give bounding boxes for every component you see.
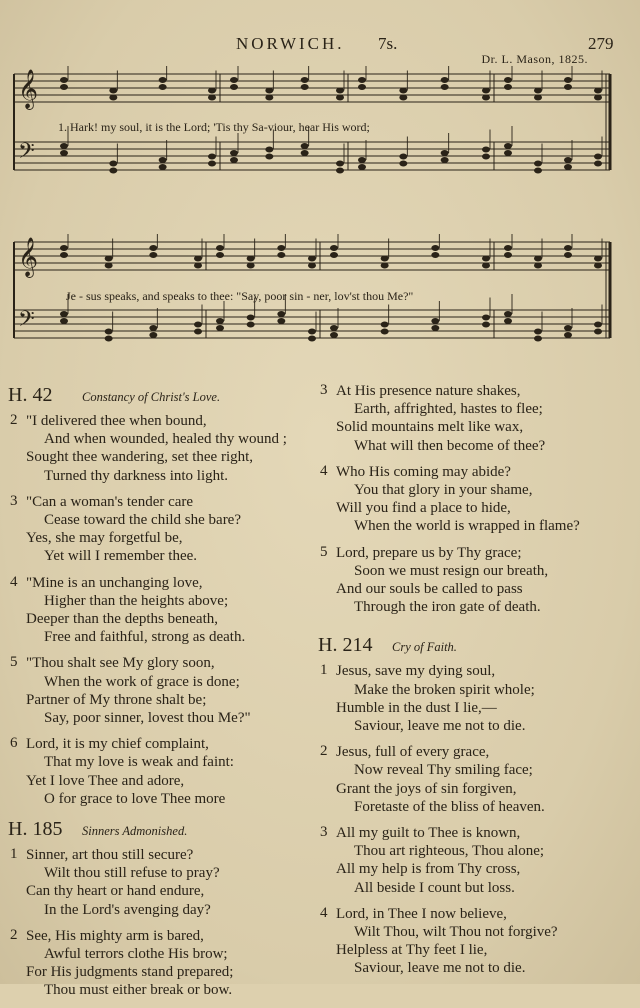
verse-line: Higher than the heights above; <box>44 592 229 609</box>
note-head <box>482 88 490 94</box>
note-head <box>149 332 157 338</box>
meter: 7s. <box>378 34 398 53</box>
note-head <box>105 336 113 342</box>
note-head <box>330 252 338 258</box>
note-head <box>109 168 117 174</box>
note-head <box>399 154 407 160</box>
verse-line: Who His coming may abide? <box>336 463 511 480</box>
verse-number: 6 <box>10 735 18 752</box>
verse-line: Yet will I remember thee. <box>44 548 198 565</box>
note-head <box>431 245 439 251</box>
note-head <box>230 150 238 156</box>
verse-line: Jesus, save my dying soul, <box>336 663 496 680</box>
note-head <box>336 95 344 101</box>
verse-line: You that glory in your shame, <box>354 482 533 499</box>
verse-line: Thou must either break or bow. <box>44 982 233 999</box>
verse-line: When the world is wrapped in flame? <box>354 518 580 535</box>
verse-line: Earth, affrighted, hastes to flee; <box>354 401 543 418</box>
note-head <box>60 318 68 324</box>
stanza <box>8 927 308 1000</box>
verse-line: Sought thee wandering, set thee right, <box>26 449 254 466</box>
verse-number: 4 <box>320 462 328 479</box>
verse-line: Through the iron gate of death. <box>354 599 541 616</box>
verse-line: Yet I love Thee and adore, <box>26 772 185 789</box>
verse-line: Wilt Thou, wilt Thou not forgive? <box>354 924 558 941</box>
note-head <box>60 77 68 83</box>
verse-line: O for grace to love Thee more <box>44 790 226 807</box>
note-head <box>230 157 238 163</box>
verse-number: 1 <box>320 662 328 679</box>
note-head <box>194 256 202 262</box>
note-head <box>194 322 202 328</box>
note-head <box>504 150 512 156</box>
note-head <box>564 164 572 170</box>
note-head <box>358 77 366 83</box>
verse-line: Wilt thou still refuse to pray? <box>44 865 220 882</box>
note-head <box>564 77 572 83</box>
treble-clef: 𝄞 <box>18 69 39 109</box>
note-head <box>504 318 512 324</box>
note-head <box>534 263 542 269</box>
verse-line: "Thou shalt see My glory soon, <box>26 655 215 672</box>
note-head <box>381 329 389 335</box>
note-head <box>564 245 572 251</box>
stanza <box>318 463 618 536</box>
note-head <box>482 256 490 262</box>
hymn-heading <box>318 632 618 662</box>
verse-line: And our souls be called to pass <box>336 581 523 598</box>
bass-clef: 𝄢 <box>18 307 35 337</box>
note-head <box>208 161 216 167</box>
note-head <box>330 245 338 251</box>
hymn-title: Cry of Faith. <box>392 640 457 655</box>
note-head <box>60 150 68 156</box>
note-head <box>330 332 338 338</box>
note-head <box>482 154 490 160</box>
verse-line: "I delivered thee when bound, <box>26 413 207 429</box>
verse-line: Lord, in Thee I now believe, <box>336 905 507 922</box>
note-head <box>230 84 238 90</box>
note-head <box>216 325 224 331</box>
composer-credit: Dr. L. Mason, 1825. <box>481 52 588 66</box>
hymn-title: Sinners Admonished. <box>82 824 188 839</box>
verse-line: Humble in the dust I lie,— <box>336 699 497 716</box>
note-head <box>265 88 273 94</box>
verse-line: Free and faithful, strong as death. <box>44 629 246 646</box>
note-head <box>504 77 512 83</box>
note-head <box>247 322 255 328</box>
note-head <box>482 263 490 269</box>
verse-line: At His presence nature shakes, <box>336 383 521 399</box>
verse-line: "Can a woman's tender care <box>26 493 194 510</box>
note-head <box>504 143 512 149</box>
note-head <box>431 318 439 324</box>
note-head <box>265 95 273 101</box>
note-head <box>534 95 542 101</box>
stanza <box>318 824 618 897</box>
note-head <box>109 95 117 101</box>
note-head <box>504 245 512 251</box>
verse-line: That my love is weak and faint: <box>44 754 234 771</box>
verse-line: Cease toward the child she bare? <box>44 512 241 529</box>
verse-number: 4 <box>320 904 328 921</box>
note-head <box>265 147 273 153</box>
note-head <box>216 252 224 258</box>
verse-line: Helpless at Thy feet I lie, <box>336 942 488 959</box>
hymn-number: H. 185 <box>8 818 63 841</box>
note-head <box>594 88 602 94</box>
note-head <box>208 95 216 101</box>
verse-line: Grant the joys of sin forgiven, <box>336 780 517 797</box>
note-head <box>308 256 316 262</box>
note-head <box>247 263 255 269</box>
verse-line: Foretaste of the bliss of heaven. <box>354 798 545 815</box>
verse-number: 3 <box>320 824 328 841</box>
verse-line: Soon we must resign our breath, <box>354 562 549 579</box>
verse-line: Make the broken spirit whole; <box>354 681 535 698</box>
verse-line: When the work of grace is done; <box>44 673 240 690</box>
note-head <box>216 245 224 251</box>
verse-number: 3 <box>320 382 328 398</box>
note-head <box>381 256 389 262</box>
note-head <box>594 263 602 269</box>
hymn-title: Constancy of Christ's Love. <box>82 390 221 404</box>
note-head <box>534 88 542 94</box>
note-head <box>301 77 309 83</box>
verse-line: "Mine is an unchanging love, <box>26 574 203 591</box>
note-head <box>149 252 157 258</box>
note-head <box>105 256 113 262</box>
verse-number: 3 <box>10 492 18 509</box>
note-head <box>381 322 389 328</box>
note-head <box>301 143 309 149</box>
note-head <box>159 164 167 170</box>
verse-number: 5 <box>320 543 328 560</box>
verse-number: 1 <box>10 846 18 863</box>
note-head <box>60 245 68 251</box>
hymn-heading <box>8 382 308 412</box>
stanza <box>318 662 618 735</box>
note-head <box>308 263 316 269</box>
note-head <box>308 336 316 342</box>
note-head <box>230 77 238 83</box>
note-head <box>534 336 542 342</box>
text-column-left <box>8 382 308 1008</box>
verse-line: All beside I count but loss. <box>354 879 515 896</box>
note-head <box>60 143 68 149</box>
page-number: 279 <box>588 34 614 53</box>
note-head <box>504 84 512 90</box>
note-head <box>277 318 285 324</box>
verse-line: Saviour, leave me not to die. <box>354 960 526 977</box>
note-head <box>105 263 113 269</box>
verse-line: Jesus, full of every grace, <box>336 744 490 761</box>
note-head <box>159 77 167 83</box>
verse-number: 2 <box>10 412 18 428</box>
tune-name: NORWICH. <box>236 34 345 53</box>
verse-line: In the Lord's avenging day? <box>44 901 211 918</box>
verse-line: Awful terrors clothe His brow; <box>44 946 228 963</box>
note-head <box>534 329 542 335</box>
verse-line: Turned thy darkness into light. <box>44 467 229 484</box>
note-head <box>441 150 449 156</box>
stanza <box>318 905 618 978</box>
stanza <box>318 544 618 617</box>
note-head <box>159 157 167 163</box>
note-head <box>441 77 449 83</box>
stanza <box>8 846 308 919</box>
note-head <box>594 154 602 160</box>
note-head <box>159 84 167 90</box>
note-head <box>247 256 255 262</box>
verse-line: All my guilt to Thee is known, <box>336 825 521 842</box>
verse-line: Can thy heart or hand endure, <box>26 883 205 900</box>
note-head <box>149 245 157 251</box>
stanza <box>8 493 308 566</box>
verse-line: Solid mountains melt like wax, <box>336 419 524 436</box>
note-head <box>60 311 68 317</box>
verse-line: Deeper than the depths beneath, <box>26 611 219 628</box>
verse-number: 2 <box>10 926 18 943</box>
note-head <box>208 154 216 160</box>
note-head <box>564 325 572 331</box>
note-head <box>399 161 407 167</box>
note-head <box>336 168 344 174</box>
note-head <box>564 84 572 90</box>
note-head <box>564 157 572 163</box>
note-head <box>431 325 439 331</box>
verse-line: Yes, she may forgetful be, <box>26 530 183 547</box>
note-head <box>336 161 344 167</box>
lyrics-line-1: 1. Hark! my soul, it is the Lord; 'Tis thy Sa-viour, hear His word; <box>58 120 370 134</box>
hymn-number: H. 42 <box>8 384 53 406</box>
note-head <box>301 84 309 90</box>
lyrics-line-2: Je - sus speaks, and speaks to thee: "Say, poor sin - ner, lov'st thou Me?" <box>66 289 414 303</box>
note-head <box>194 329 202 335</box>
stanza <box>8 574 308 647</box>
verse-line: Partner of My throne shalt be; <box>26 691 207 708</box>
note-head <box>358 84 366 90</box>
note-head <box>277 245 285 251</box>
text-column-right <box>318 382 618 986</box>
verse-line: Saviour, leave me not to die. <box>354 718 526 735</box>
note-head <box>594 322 602 328</box>
verse-line: See, His mighty arm is bared, <box>26 927 204 944</box>
note-head <box>381 263 389 269</box>
note-head <box>594 161 602 167</box>
note-head <box>109 88 117 94</box>
note-head <box>534 256 542 262</box>
verse-line: And when wounded, healed thy wound ; <box>44 431 287 448</box>
stanza <box>318 382 618 455</box>
note-head <box>504 252 512 258</box>
note-head <box>441 84 449 90</box>
note-head <box>564 332 572 338</box>
note-head <box>109 161 117 167</box>
note-head <box>358 164 366 170</box>
hymn-number: H. 214 <box>318 634 373 657</box>
note-head <box>105 329 113 335</box>
note-head <box>208 88 216 94</box>
note-head <box>504 311 512 317</box>
bass-clef: 𝄢 <box>18 139 35 169</box>
verse-line: Lord, it is my chief complaint, <box>26 736 209 753</box>
note-head <box>441 157 449 163</box>
stanza <box>8 654 308 727</box>
hymn-heading <box>8 816 308 846</box>
note-head <box>594 95 602 101</box>
note-head <box>399 88 407 94</box>
verse-line: Say, poor sinner, lovest thou Me?" <box>44 710 251 727</box>
note-head <box>594 256 602 262</box>
verse-line: Lord, prepare us by Thy grace; <box>336 544 522 561</box>
note-head <box>534 161 542 167</box>
verse-line: Now reveal Thy smiling face; <box>354 762 533 779</box>
stanza <box>8 412 308 485</box>
verse-line: Sinner, art thou still secure? <box>26 847 194 864</box>
verse-number: 5 <box>10 654 18 671</box>
note-head <box>216 318 224 324</box>
note-head <box>358 157 366 163</box>
note-head <box>534 168 542 174</box>
note-head <box>277 311 285 317</box>
note-head <box>482 147 490 153</box>
note-head <box>564 252 572 258</box>
note-head <box>60 252 68 258</box>
verse-line: What will then become of thee? <box>354 437 546 454</box>
verse-line: For His judgments stand prepared; <box>26 964 234 981</box>
note-head <box>149 325 157 331</box>
verse-line: Will you find a place to hide, <box>336 500 511 517</box>
note-head <box>308 329 316 335</box>
note-head <box>594 329 602 335</box>
note-head <box>482 315 490 321</box>
note-head <box>336 88 344 94</box>
note-head <box>265 154 273 160</box>
stanza <box>8 735 308 808</box>
note-head <box>330 325 338 331</box>
verse-line: All my help is from Thy cross, <box>336 861 521 878</box>
note-head <box>247 315 255 321</box>
verse-line: Thou art righteous, Thou alone; <box>354 843 545 860</box>
note-head <box>482 95 490 101</box>
note-head <box>60 84 68 90</box>
treble-clef: 𝄞 <box>18 237 39 277</box>
verse-number: 2 <box>320 743 328 760</box>
note-head <box>301 150 309 156</box>
note-head <box>399 95 407 101</box>
note-head <box>431 252 439 258</box>
stanza <box>318 743 618 816</box>
note-head <box>194 263 202 269</box>
note-head <box>482 322 490 328</box>
verse-number: 4 <box>10 573 18 590</box>
note-head <box>277 252 285 258</box>
